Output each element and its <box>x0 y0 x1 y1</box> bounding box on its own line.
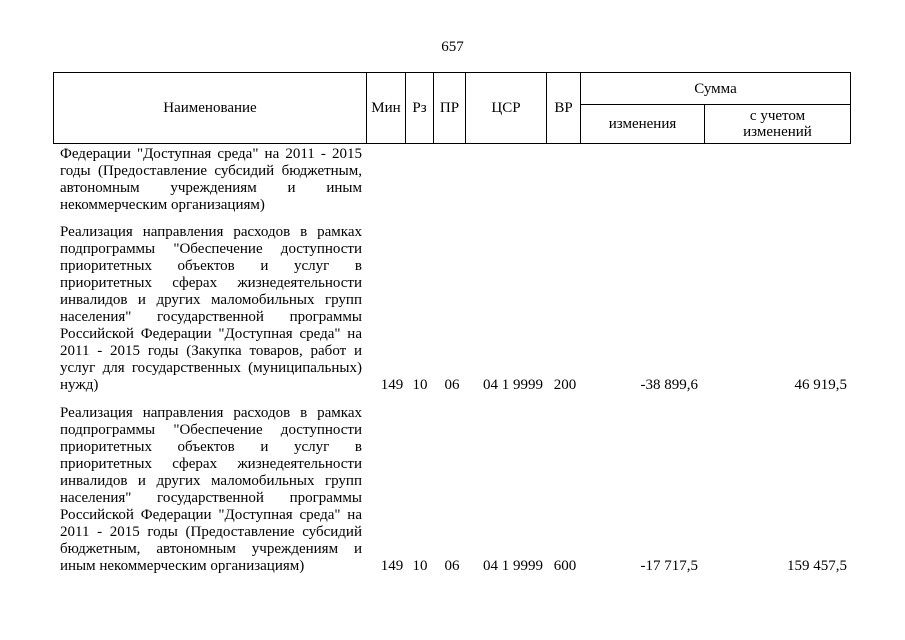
header-cell-name <box>54 73 367 143</box>
name-line: 2011 - 2015 годы (Предоставление субсидий <box>60 524 362 540</box>
value-vr: 200 <box>553 377 577 393</box>
header-cell-pr <box>434 73 466 143</box>
name-line: приоритетных объектов и услуг в <box>60 439 362 455</box>
name-line: нужд) <box>60 377 99 393</box>
header-cell-change <box>581 105 705 143</box>
name-cell <box>60 405 362 575</box>
header-cell-rz <box>406 73 434 143</box>
name-line: автономным учреждениям и иным <box>60 180 362 196</box>
value-vr: 600 <box>553 558 577 574</box>
value-pr: 06 <box>444 377 460 393</box>
table-row <box>0 405 905 575</box>
header-cell-total <box>705 105 850 143</box>
name-line: иным некоммерческим организациям) <box>60 558 305 574</box>
name-cell <box>60 224 362 394</box>
name-line: инвалидов и других маломобильных групп <box>60 292 362 308</box>
header-total-label: с учетом изменений <box>743 108 812 140</box>
name-line: приоритетных объектов и услуг в <box>60 258 362 274</box>
header-sum-label: Сумма <box>694 80 737 97</box>
name-line: населения" государственной программы <box>60 309 362 325</box>
row-values <box>0 377 905 394</box>
name-line: бюджетным, автономным учреждениям и <box>60 541 362 557</box>
header-cell-min <box>367 73 406 143</box>
value-min: 149 <box>380 558 404 574</box>
header-cell-vr <box>547 73 581 143</box>
name-line: Российской Федерации "Доступная среда" на <box>60 507 362 523</box>
name-line: услуг для государственных (муниципальных) <box>60 360 362 376</box>
page-number: 657 <box>441 39 464 55</box>
value-min: 149 <box>380 377 404 393</box>
name-line: приоритетных сферах жизнедеятельности <box>60 456 362 472</box>
name-line: Реализация направления расходов в рамках <box>60 224 362 240</box>
name-line: Реализация направления расходов в рамках <box>60 405 362 421</box>
header-min-label: Мин <box>371 100 401 116</box>
value-rz: 10 <box>412 377 428 393</box>
value-total: 46 919,5 <box>794 377 847 393</box>
name-line: приоритетных сферах жизнедеятельности <box>60 275 362 291</box>
value-change: -17 717,5 <box>640 558 698 574</box>
name-line: инвалидов и других маломобильных групп <box>60 473 362 489</box>
header-csr-label: ЦСР <box>491 100 521 116</box>
header-cell-sum <box>581 73 850 105</box>
value-change: -38 899,6 <box>640 377 698 393</box>
name-line: населения" государственной программы <box>60 490 362 506</box>
value-csr: 04 1 9999 <box>483 377 543 393</box>
table-row <box>0 146 905 214</box>
name-line: некоммерческим организациям) <box>60 197 265 213</box>
name-line: 2011 - 2015 годы (Закупка товаров, работ и <box>60 343 362 359</box>
name-line: подпрограммы "Обеспечение доступности <box>60 422 362 438</box>
header-cell-csr <box>466 73 547 143</box>
header-vr-label: ВР <box>554 100 573 116</box>
header-rz-label: Рз <box>412 100 427 116</box>
header-name-label: Наименование <box>163 100 257 116</box>
name-line: годы (Предоставление субсидий бюджетным, <box>60 163 362 179</box>
name-line: подпрограммы "Обеспечение доступности <box>60 241 362 257</box>
row-values <box>0 558 905 575</box>
name-line: Российской Федерации "Доступная среда" на <box>60 326 362 342</box>
header-pr-label: ПР <box>439 100 460 116</box>
value-rz: 10 <box>412 558 428 574</box>
header-change-label: изменения <box>608 116 677 132</box>
name-cell <box>60 146 362 214</box>
table-row <box>0 224 905 394</box>
value-total: 159 457,5 <box>787 558 847 574</box>
value-csr: 04 1 9999 <box>483 558 543 574</box>
table-header <box>53 72 851 144</box>
value-pr: 06 <box>444 558 460 574</box>
name-line: Федерации "Доступная среда" на 2011 - 2015 <box>60 146 362 162</box>
